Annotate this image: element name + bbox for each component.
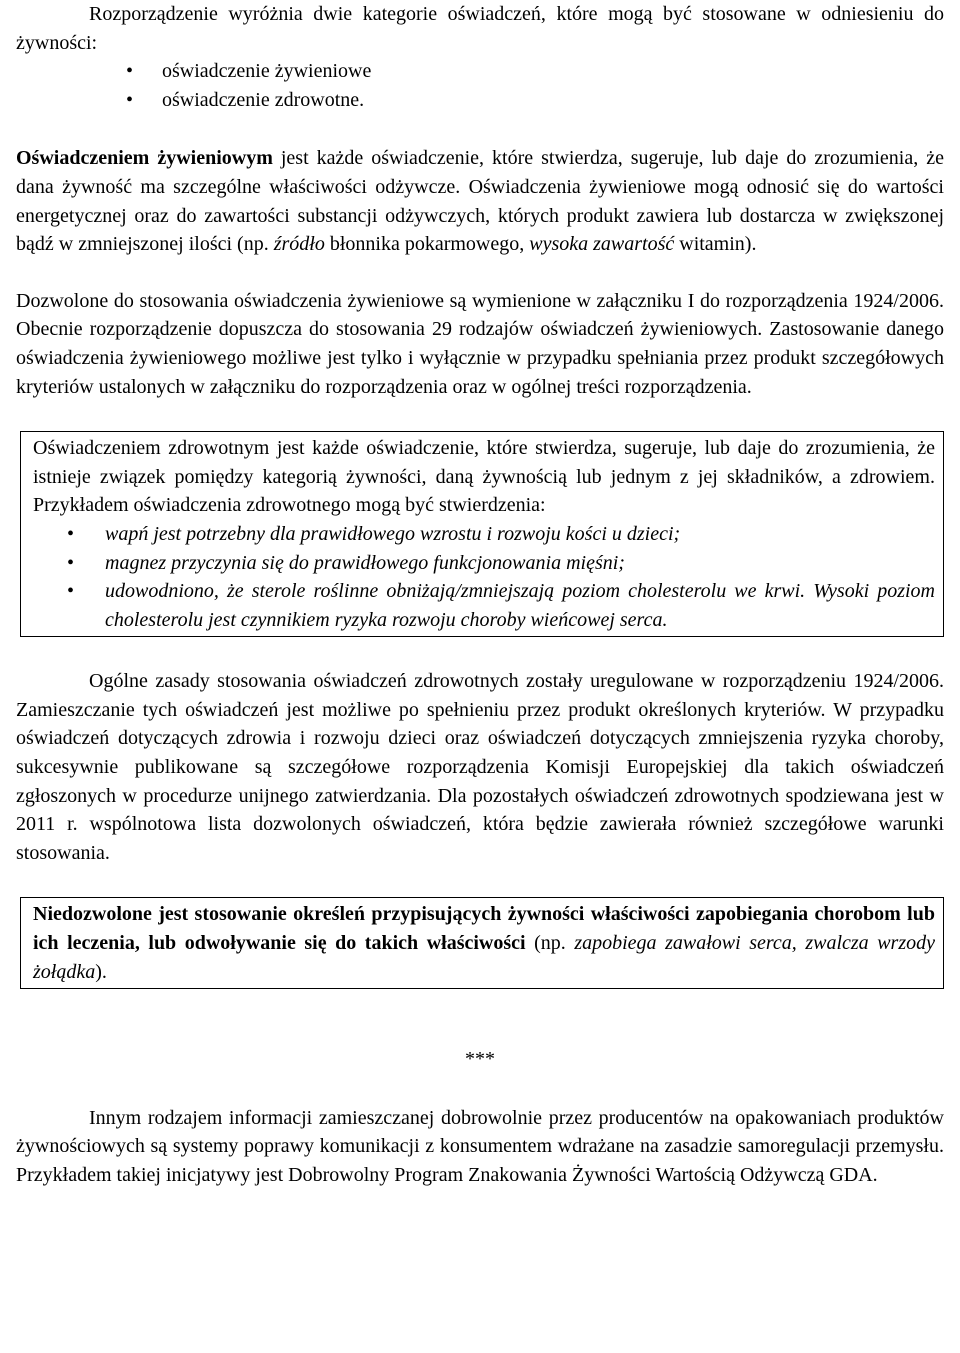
health-claims-rules-paragraph: Ogólne zasady stosowania oświadczeń zdrowotnych zostały uregulowane w rozporządzeniu 1924/2006. Zamieszczanie tych oświadczeń jest możliwe po spełnieniu przez produkt określonych kryteriów. W przypadku oświadczeń dotyczących zdrowia i rozwoju dzieci oraz oświadczeń dotyczących zmniejszenia ryzyka choroby, sukcesywnie publikowane są szczegółowe rozporządzenia Komisji Europejskiej dla takich oświadczeń zgłoszonych w procedurze unijnego zatwierdzania. Dla pozostałych oświadczeń zdrowotnych spodziewana jest w 2011 r. wspólnotowa lista dozwolonych oświadczeń, która będzie zawierała również szczegółowe warunki stosowania.: [16, 670, 944, 864]
claim-categories-list: [16, 57, 944, 114]
prohibited-statement: Niedozwolone jest stosowanie określeń przypisujących żywności właściwości zapobiegania chorobom lub ich leczenia, lub odwoływanie się do takich właściwości: [33, 903, 935, 955]
nutrition-claim-term: Oświadczeniem żywieniowym: [16, 147, 273, 170]
prohibited-example: zapobiega zawałowi serca, zwalcza wrzody żołądka: [33, 932, 935, 983]
nutrition-claims-allowed-paragraph: Dozwolone do stosowania oświadczenia żywieniowe są wymienione w załączniku I do rozporządzenia 1924/2006. Obecnie rozporządzenie dopuszcza do stosowania 29 rodzajów oświadczeń żywieniowych. Zastosowanie danego oświadczenia żywieniowego możliwe jest tylko i wyłącznie w przypadku spełniania przez produkt szczegółowych kryteriów ustalonych w załączniku do rozporządzenia oraz w ogólnej treści rozporządzenia.: [16, 289, 944, 398]
definition-text: witamin).: [674, 233, 757, 256]
example-term: źródło: [273, 233, 325, 256]
health-claim-examples-list: [33, 520, 935, 634]
list-item: • oświadczenie zdrowotne.: [16, 86, 944, 115]
intro-paragraph: Rozporządzenie wyróżnia dwie kategorie oświadczeń, które mogą być stosowane w odniesieniu do żywności:: [16, 3, 944, 54]
example-term: wysoka zawartość: [529, 233, 675, 256]
definition-text: jest każde oświadczenie, które stwierdza, sugeruje, lub daje do zrozumienia, że dana żywność ma szczególne właściwości odżywcze. Oświadczenia żywieniowe mogą odnosić się do wartości energetycznej oraz do zawartości substancji odżywczych, których produkt zawiera lub dostarcza w zwiększonej bądź w zmniejszonej ilości (np.: [16, 147, 944, 256]
prohibited-claims-box: [20, 897, 944, 989]
closing-paragraph: Innym rodzajem informacji zamieszczanej dobrowolnie przez producentów na opakowaniach produktów żywnościowych są systemy poprawy komunikacji z konsumentem wdrażane na zasadzie samoregulacji przemysłu. Przykładem takiej inicjatywy jest Dobrowolny Program Znakowania Żywności Wartością Odżywczą GDA.: [16, 1106, 944, 1186]
definition-text: błonnika pokarmowego,: [324, 233, 530, 256]
list-item: • magnez przyczynia się do prawidłowego funkcjonowania mięśni;: [33, 549, 935, 578]
list-item: • udowodniono, że sterole roślinne obniżają/zmniejszają poziom cholesterolu we krwi. Wysoki poziom cholesterolu jest czynnikiem ryzyka rozwoju choroby wieńcowej serca.: [33, 577, 935, 634]
list-item: • oświadczenie żywieniowe: [16, 57, 944, 86]
health-claim-definition: Oświadczeniem zdrowotnym jest każde oświadczenie, które stwierdza, sugeruje, lub daje do zrozumienia, że istnieje związek pomiędzy kategorią żywności, daną żywnością lub jednym z jej składników, a zdrowiem. Przykładem oświadczenia zdrowotnego mogą być stwierdzenia:: [33, 437, 935, 517]
list-item: • wapń jest potrzebny dla prawidłowego wzrostu i rozwoju kości u dzieci;: [33, 520, 935, 549]
prohibited-text: (np.: [525, 932, 575, 955]
section-separator: ***: [465, 1048, 495, 1071]
prohibited-claims-text: [33, 900, 935, 986]
health-claim-box: [20, 431, 944, 637]
nutrition-claim-definition: [16, 144, 944, 258]
prohibited-text: ).: [95, 960, 107, 983]
